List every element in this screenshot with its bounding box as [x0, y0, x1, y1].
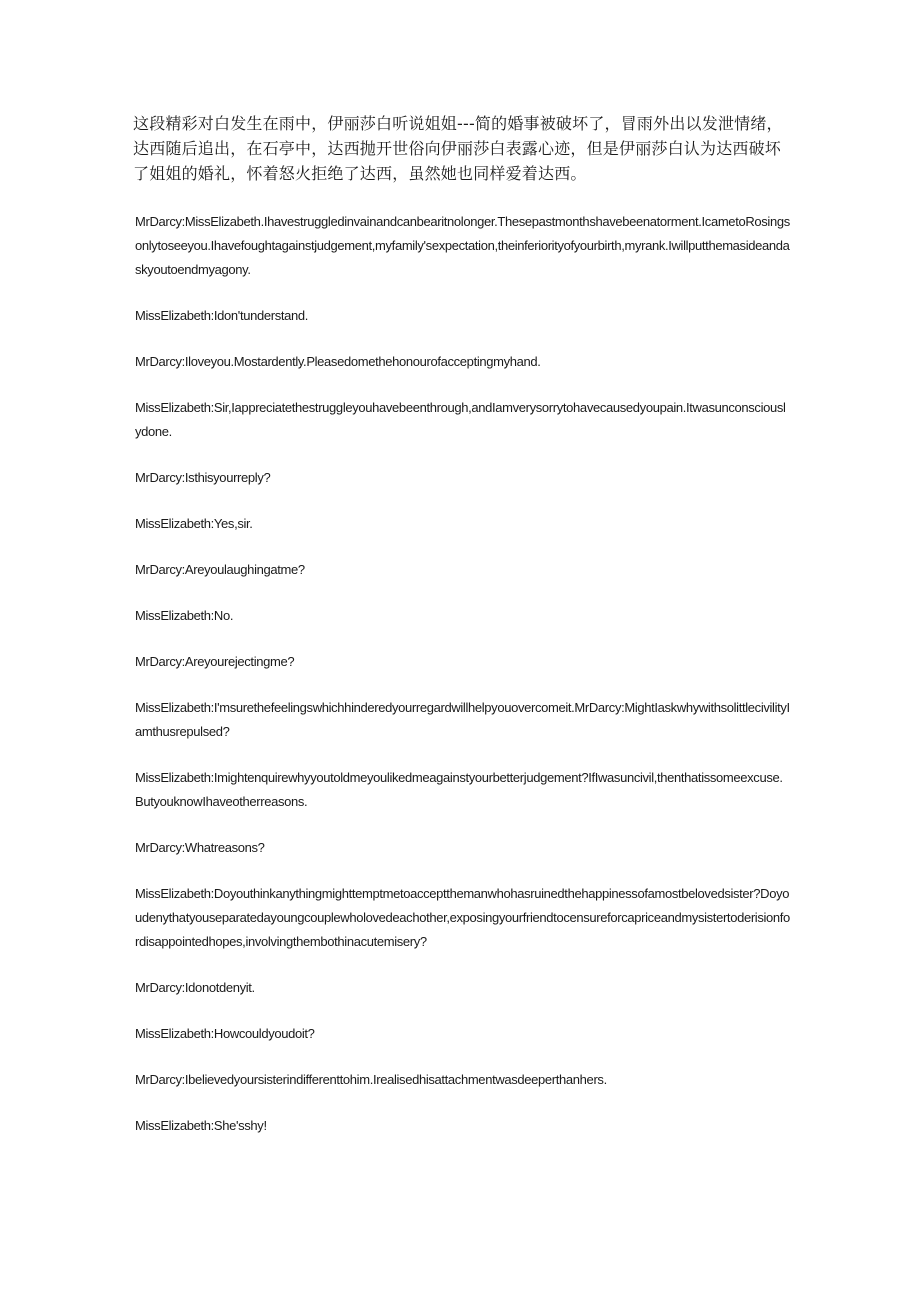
dialogue-line: MrDarcy:Areyoulaughingatme?	[135, 562, 305, 577]
dialogue-line: MissElizabeth:Idon'tunderstand.	[135, 308, 309, 323]
dialogue-line: MrDarcy:Ibelievedyoursisterindifferenttohim.Irealisedhisattachmentwasdeeperthanhers.	[135, 1072, 607, 1087]
dialogue-line: MissElizabeth:Doyouthinkanythingmighttemptmetoacceptthemanwhohasruinedthehappinessofamostbelovedsister?Doyoudenythatyouseparatedayoungcouplewholovedeachother,exposingyourfriendtocensureforcapriceandmysistertoderisionfordisappointedhopes,involvingthembothinacutemisery?	[135, 886, 790, 949]
dialogue-line: MrDarcy:Areyourejectingme?	[135, 654, 295, 669]
dialogue-line: MrDarcy:Isthisyourreply?	[135, 470, 271, 485]
dialogue-line: MissElizabeth:I'msurethefeelingswhichhinderedyourregardwillhelpyouovercomeit.MrDarcy:MightIaskwhywithsolittlecivilityIamthusrepulsed?	[135, 700, 790, 739]
dialogue-line: MissElizabeth:Imightenquirewhyyoutoldmeyoulikedmeagainstyourbetterjudgement?IfIwasuncivil,thenthatissomeexcuse.ButyouknowIhaveotherreasons.	[135, 770, 783, 809]
dialogue-line: MissElizabeth:She'sshy!	[135, 1118, 267, 1133]
dialogue-line: MissElizabeth:Sir,Iappreciatethestruggleyouhavebeenthrough,andIamverysorrytohavecausedyoupain.Itwasunconsciouslydone.	[135, 400, 786, 439]
dialogue-line: MrDarcy:Iloveyou.Mostardently.Pleasedomethehonourofacceptingmyhand.	[135, 354, 541, 369]
dialogue-line: MrDarcy:Whatreasons?	[135, 840, 265, 855]
intro-paragraph: 这段精彩对白发生在雨中，伊丽莎白听说姐姐---简的婚事被破坏了，冒雨外出以发泄情绪，达西随后追出，在石亭中，达西抛开世俗向伊丽莎白表露心迹，但是伊丽莎白认为达西破坏了姐姐的婚礼，怀着怒火拒绝了达西，虽然她也同样爱着达西。	[133, 114, 783, 183]
dialogue-line: MissElizabeth:Yes,sir.	[135, 516, 253, 531]
dialogue-line: MissElizabeth:Howcouldyoudoit?	[135, 1026, 315, 1041]
dialogue-line: MissElizabeth:No.	[135, 608, 234, 623]
dialogue-line: MrDarcy:MissElizabeth.Ihavestruggledinvainandcanbearitnolonger.Thesepastmonthshavebeenatorment.IcametoRosingsonlytoseeyou.Ihavefoughtagainstjudgement,myfamily'sexpectation,theinferiorityofyourbirth,myrank.Iwillputthemasideandaskyoutoendmyagony.	[135, 214, 790, 277]
dialogue-section	[135, 210, 790, 1160]
dialogue-line: MrDarcy:Idonotdenyit.	[135, 980, 255, 995]
